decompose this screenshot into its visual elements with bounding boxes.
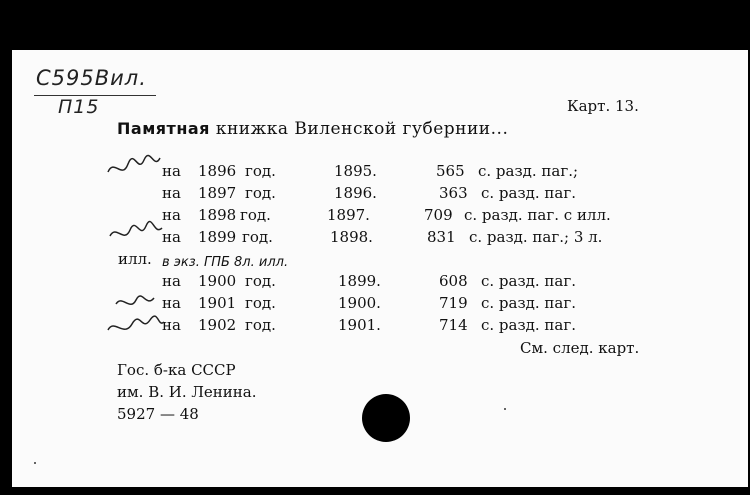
record-title-lead: Памятная [117,119,210,138]
holding-row: на 1900 год. 1899. 608 с. разд. паг. [162,272,577,290]
card-number: Карт. 13. [567,97,639,115]
holding-row: на 1899 год. 1898. 831 с. разд. паг.; 3 л. [162,228,603,246]
catalog-card [12,50,748,487]
punch-hole [362,394,410,442]
library-line-1: Гос. б-ка СССР [117,361,236,379]
handwritten-note: в экз. ГПБ 8л. илл. [162,255,289,270]
holding-row: на 1901 год. 1900. 719 с. разд. паг. [162,294,577,312]
see-next-card: См. след. карт. [520,339,640,357]
holding-row: на 1897 год. 1896. 363 с. разд. паг. [162,184,577,202]
holding-row: на 1896 год. 1895. 565 с. разд. паг.; [162,162,579,180]
holding-row-continuation: илл. [118,250,152,268]
library-line-3: 5927 — 48 [117,405,199,423]
speck [34,462,36,464]
holding-row: на 1898 год. 1897. 709 с. разд. паг. с илл. [162,206,611,224]
holding-row: на 1902 год. 1901. 714 с. разд. паг. [162,316,577,334]
shelf-mark-sub: П15 [58,96,100,118]
shelf-mark: C595Вил. [36,66,147,90]
speck [504,408,506,410]
library-stamp [117,359,256,425]
record-title [117,119,508,139]
margin-annotations [104,154,166,354]
library-line-2: им. В. И. Ленина. [117,383,257,401]
record-title-rest: книжка Виленской губернии... [215,119,509,139]
